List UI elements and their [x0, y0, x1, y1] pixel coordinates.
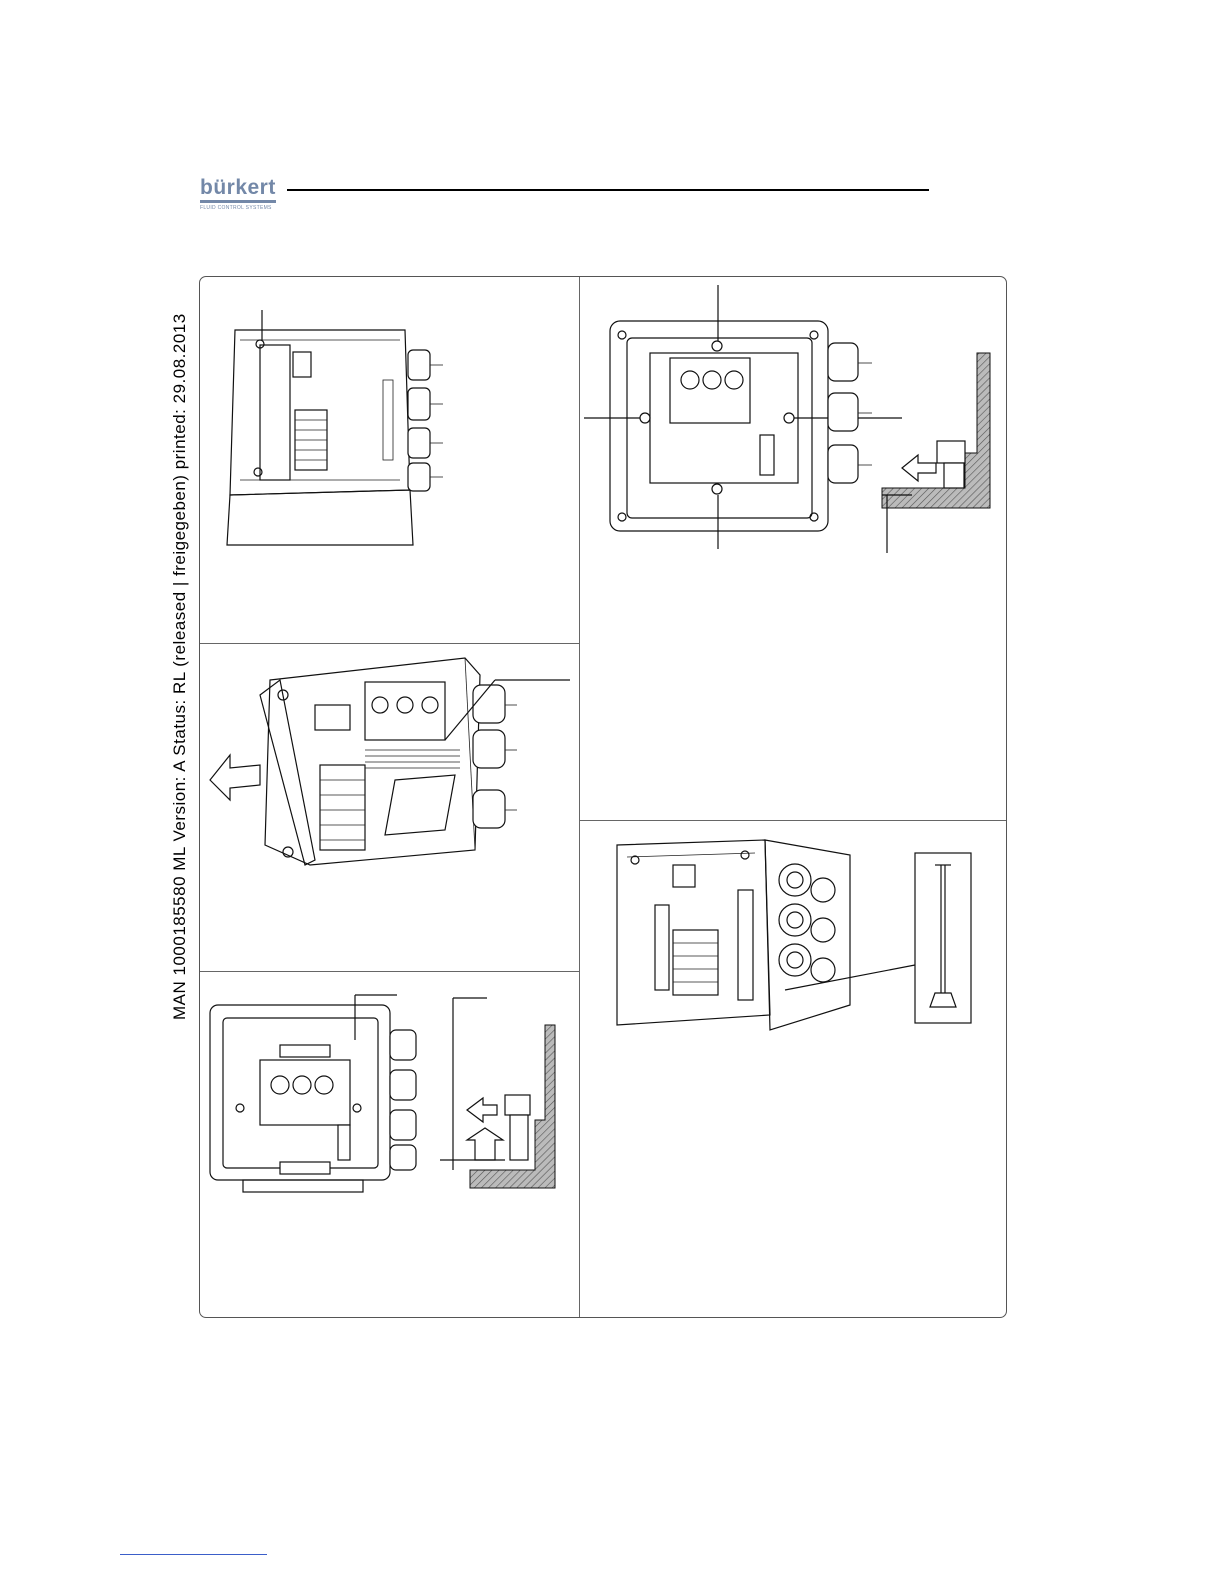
- header-rule: [287, 189, 929, 191]
- figure-housing-cable-glands: [605, 835, 985, 1040]
- divider-left-1: [200, 643, 579, 644]
- vertical-divider: [579, 277, 580, 1317]
- figure-housing-open-side: [215, 300, 455, 550]
- logo-brand: bürkert: [200, 176, 276, 199]
- logo-tagline: FLUID CONTROL SYSTEMS: [200, 205, 272, 211]
- footer-link-underline: [120, 1554, 267, 1555]
- figure-pull-out-module: [205, 650, 575, 880]
- divider-left-2: [200, 971, 579, 972]
- figure-front-view-screws: [582, 283, 1002, 553]
- burkert-logo: [200, 177, 276, 211]
- divider-right-1: [580, 820, 1006, 821]
- document-side-note: MAN 1000185580 ML Version: A Status: RL (released | freigegeben) printed: 29.08.2013: [170, 313, 189, 1020]
- logo-bar: [200, 200, 276, 203]
- figure-front-view-seal: [205, 990, 575, 1200]
